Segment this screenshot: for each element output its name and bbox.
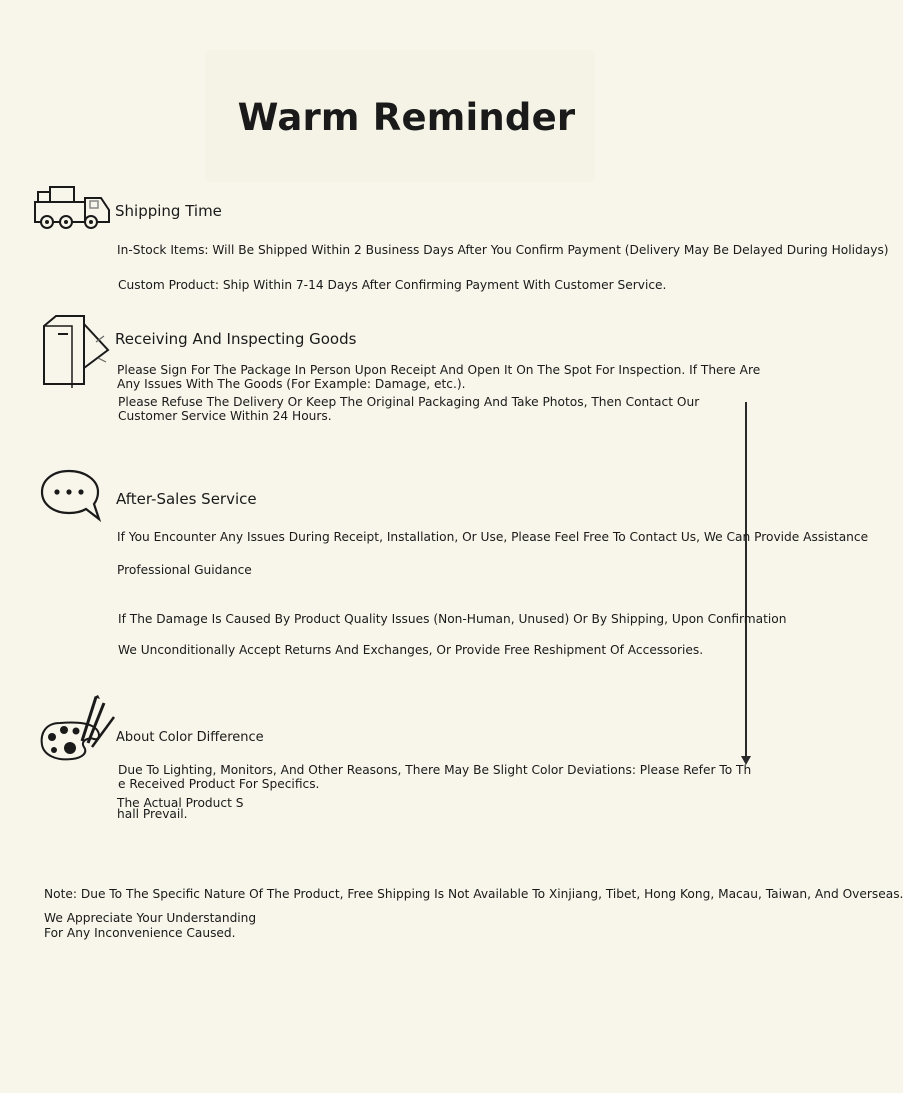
shipping-line-in-stock: In-Stock Items: Will Be Shipped Within 2 Business Days After You Confirm Payment (Delivery May Be Delayed During Holidays) (117, 243, 889, 257)
shipping-heading: Shipping Time (115, 202, 222, 220)
after-sales-line-damage: If The Damage Is Caused By Product Quality Issues (Non-Human, Unused) Or By Shipping, Upon Confirmation (118, 612, 787, 626)
color-para-actual: The Actual Product Shall Prevail. (117, 796, 244, 821)
truck-icon (33, 184, 113, 236)
after-sales-heading: After-Sales Service (116, 490, 257, 508)
note-line-shipping: Note: Due To The Specific Nature Of The Product, Free Shipping Is Not Available To Xinjiang, Tibet, Hong Kong, Macau, Taiwan, And Overseas. (44, 887, 903, 901)
color-para-lighting: Due To Lighting, Monitors, And Other Reasons, There May Be Slight Color Deviations: Please Refer To The Received Product For Specifics. (118, 763, 752, 791)
receiving-heading: Receiving And Inspecting Goods (115, 330, 357, 348)
after-sales-line-contact: If You Encounter Any Issues During Receipt, Installation, Or Use, Please Feel Free To Contact Us, We Can Provide Assistance (117, 530, 869, 544)
after-sales-line-returns: We Unconditionally Accept Returns And Exchanges, Or Provide Free Reshipment Of Accessories. (118, 643, 704, 657)
note-line-appreciation: We Appreciate Your Understanding For Any Inconvenience Caused. (44, 911, 257, 940)
box-icon (40, 314, 112, 394)
receiving-para-refuse: Please Refuse The Delivery Or Keep The Original Packaging And Take Photos, Then Contact Our Customer Service Within 24 Hours. (118, 395, 700, 423)
receiving-para-sign: Please Sign For The Package In Person Upon Receipt And Open It On The Spot For Inspection. If There Are Any Issues With The Goods (For Example: Damage, etc.). (117, 363, 761, 391)
shipping-line-custom: Custom Product: Ship Within 7-14 Days After Confirming Payment With Customer Service. (118, 278, 667, 292)
color-heading: About Color Difference (116, 730, 264, 745)
chat-bubble-icon (39, 468, 103, 526)
palette-icon (38, 693, 116, 769)
page-title: Warm Reminder (237, 96, 576, 139)
after-sales-line-guidance: Professional Guidance (117, 563, 252, 577)
divider-arrow-line (745, 402, 747, 758)
